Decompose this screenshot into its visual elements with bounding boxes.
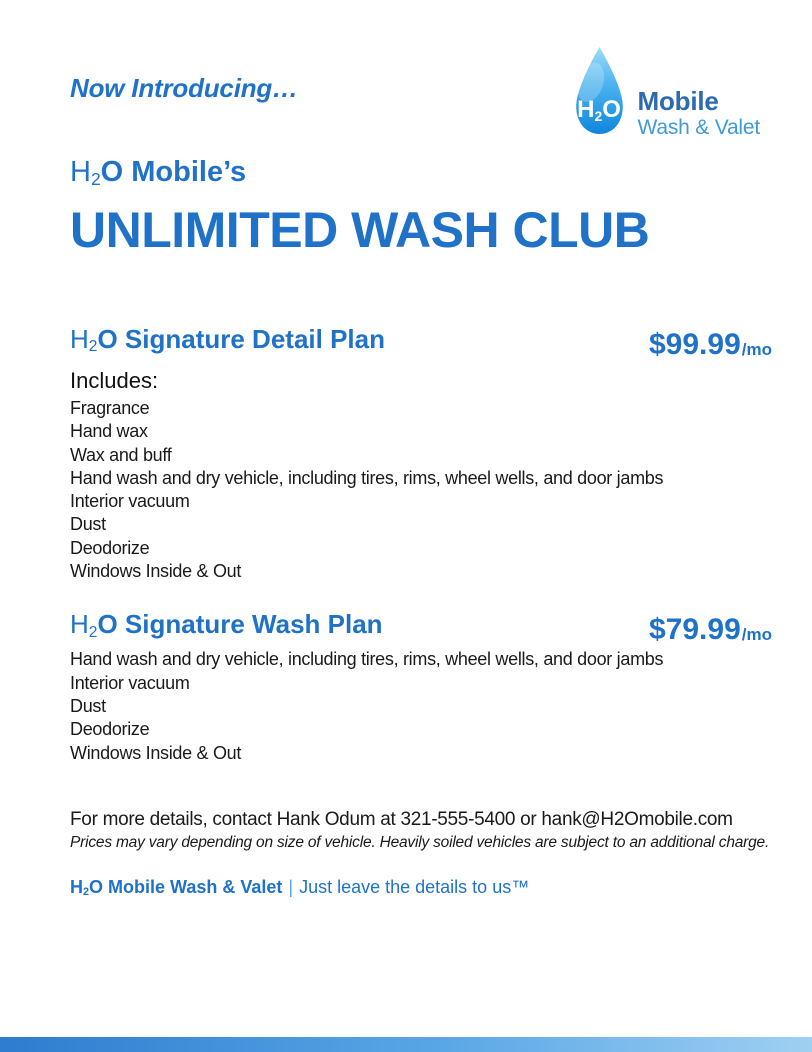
flyer-content <box>0 155 812 901</box>
logo-tagline: Wash & Valet <box>637 116 760 139</box>
plan-name-rest: O Signature Detail Plan <box>97 324 385 354</box>
intro-text: Now Introducing… <box>70 73 298 103</box>
contact-line: For more details, contact Hank Odum at 321-555-5400 or hank@H2Omobile.com <box>70 808 733 830</box>
header <box>0 0 812 155</box>
plan-name-rest: O Signature Wash Plan <box>97 609 383 640</box>
footer-brand-h: H <box>70 876 83 897</box>
plan-detail-items <box>70 397 772 583</box>
includes-label: Includes: <box>70 368 159 393</box>
plan-wash-heading-row <box>70 607 772 646</box>
list-item: Wax and buff <box>70 444 172 465</box>
list-item: Hand wash and dry vehicle, including tires, rims, wheel wells, and door jambs <box>70 467 664 488</box>
page-subtitle <box>70 155 772 192</box>
price-period: /mo <box>741 625 772 645</box>
plan-wash-price <box>649 614 772 646</box>
drop-o: O <box>602 96 621 123</box>
list-item: Dust <box>70 695 106 716</box>
footer-separator: | <box>288 876 294 897</box>
plan-name-sub: 2 <box>88 623 98 641</box>
subtitle-h: H <box>70 156 91 188</box>
disclaimer-line: Prices may vary depending on size of vehicle. Heavily soiled vehicles are subject to an additional charge. <box>70 833 770 851</box>
water-drop-logo <box>568 42 631 139</box>
list-item: Windows Inside & Out <box>70 742 242 763</box>
footer-brand-rest: O Mobile Wash & Valet <box>89 876 283 897</box>
footer-brand-sub: 2 <box>83 886 90 899</box>
plan-detail-name <box>70 322 385 361</box>
list-item: Hand wax <box>70 421 148 442</box>
price-period: /mo <box>741 340 772 359</box>
subtitle-rest: O Mobile’s <box>100 156 247 188</box>
plan-wash-name <box>70 607 383 646</box>
list-item: Interior vacuum <box>70 672 190 693</box>
brand-logo <box>568 42 760 139</box>
footer-brand-line <box>70 876 772 901</box>
plan-name-h: H <box>70 324 89 354</box>
logo-name: Mobile <box>637 86 719 116</box>
list-item: Deodorize <box>70 719 150 740</box>
list-item: Windows Inside & Out <box>70 561 242 582</box>
footer-tagline: Just leave the details to us™ <box>299 876 530 897</box>
list-item: Dust <box>70 514 106 535</box>
page-title: UNLIMITED WASH CLUB <box>70 202 650 258</box>
price-amount: $99.99 <box>649 328 741 361</box>
plan-wash-items <box>70 648 772 764</box>
list-item: Interior vacuum <box>70 491 190 512</box>
list-item: Deodorize <box>70 537 150 558</box>
list-item: Hand wash and dry vehicle, including tires, rims, wheel wells, and door jambs <box>70 649 664 670</box>
plan-detail-price <box>649 329 772 361</box>
drop-logo-text <box>568 96 631 124</box>
list-item: Fragrance <box>70 398 150 418</box>
plan-detail-heading-row <box>70 322 772 361</box>
logo-text <box>638 88 760 138</box>
subtitle-sub: 2 <box>90 168 101 189</box>
water-drop-icon <box>568 42 631 139</box>
price-amount: $79.99 <box>649 613 741 647</box>
drop-h: H <box>577 96 595 123</box>
drop-sub: 2 <box>594 108 603 124</box>
plan-name-h: H <box>70 609 89 640</box>
plan-name-sub: 2 <box>88 338 98 356</box>
bottom-accent-bar <box>0 1037 812 1052</box>
footer-brand <box>70 877 282 897</box>
